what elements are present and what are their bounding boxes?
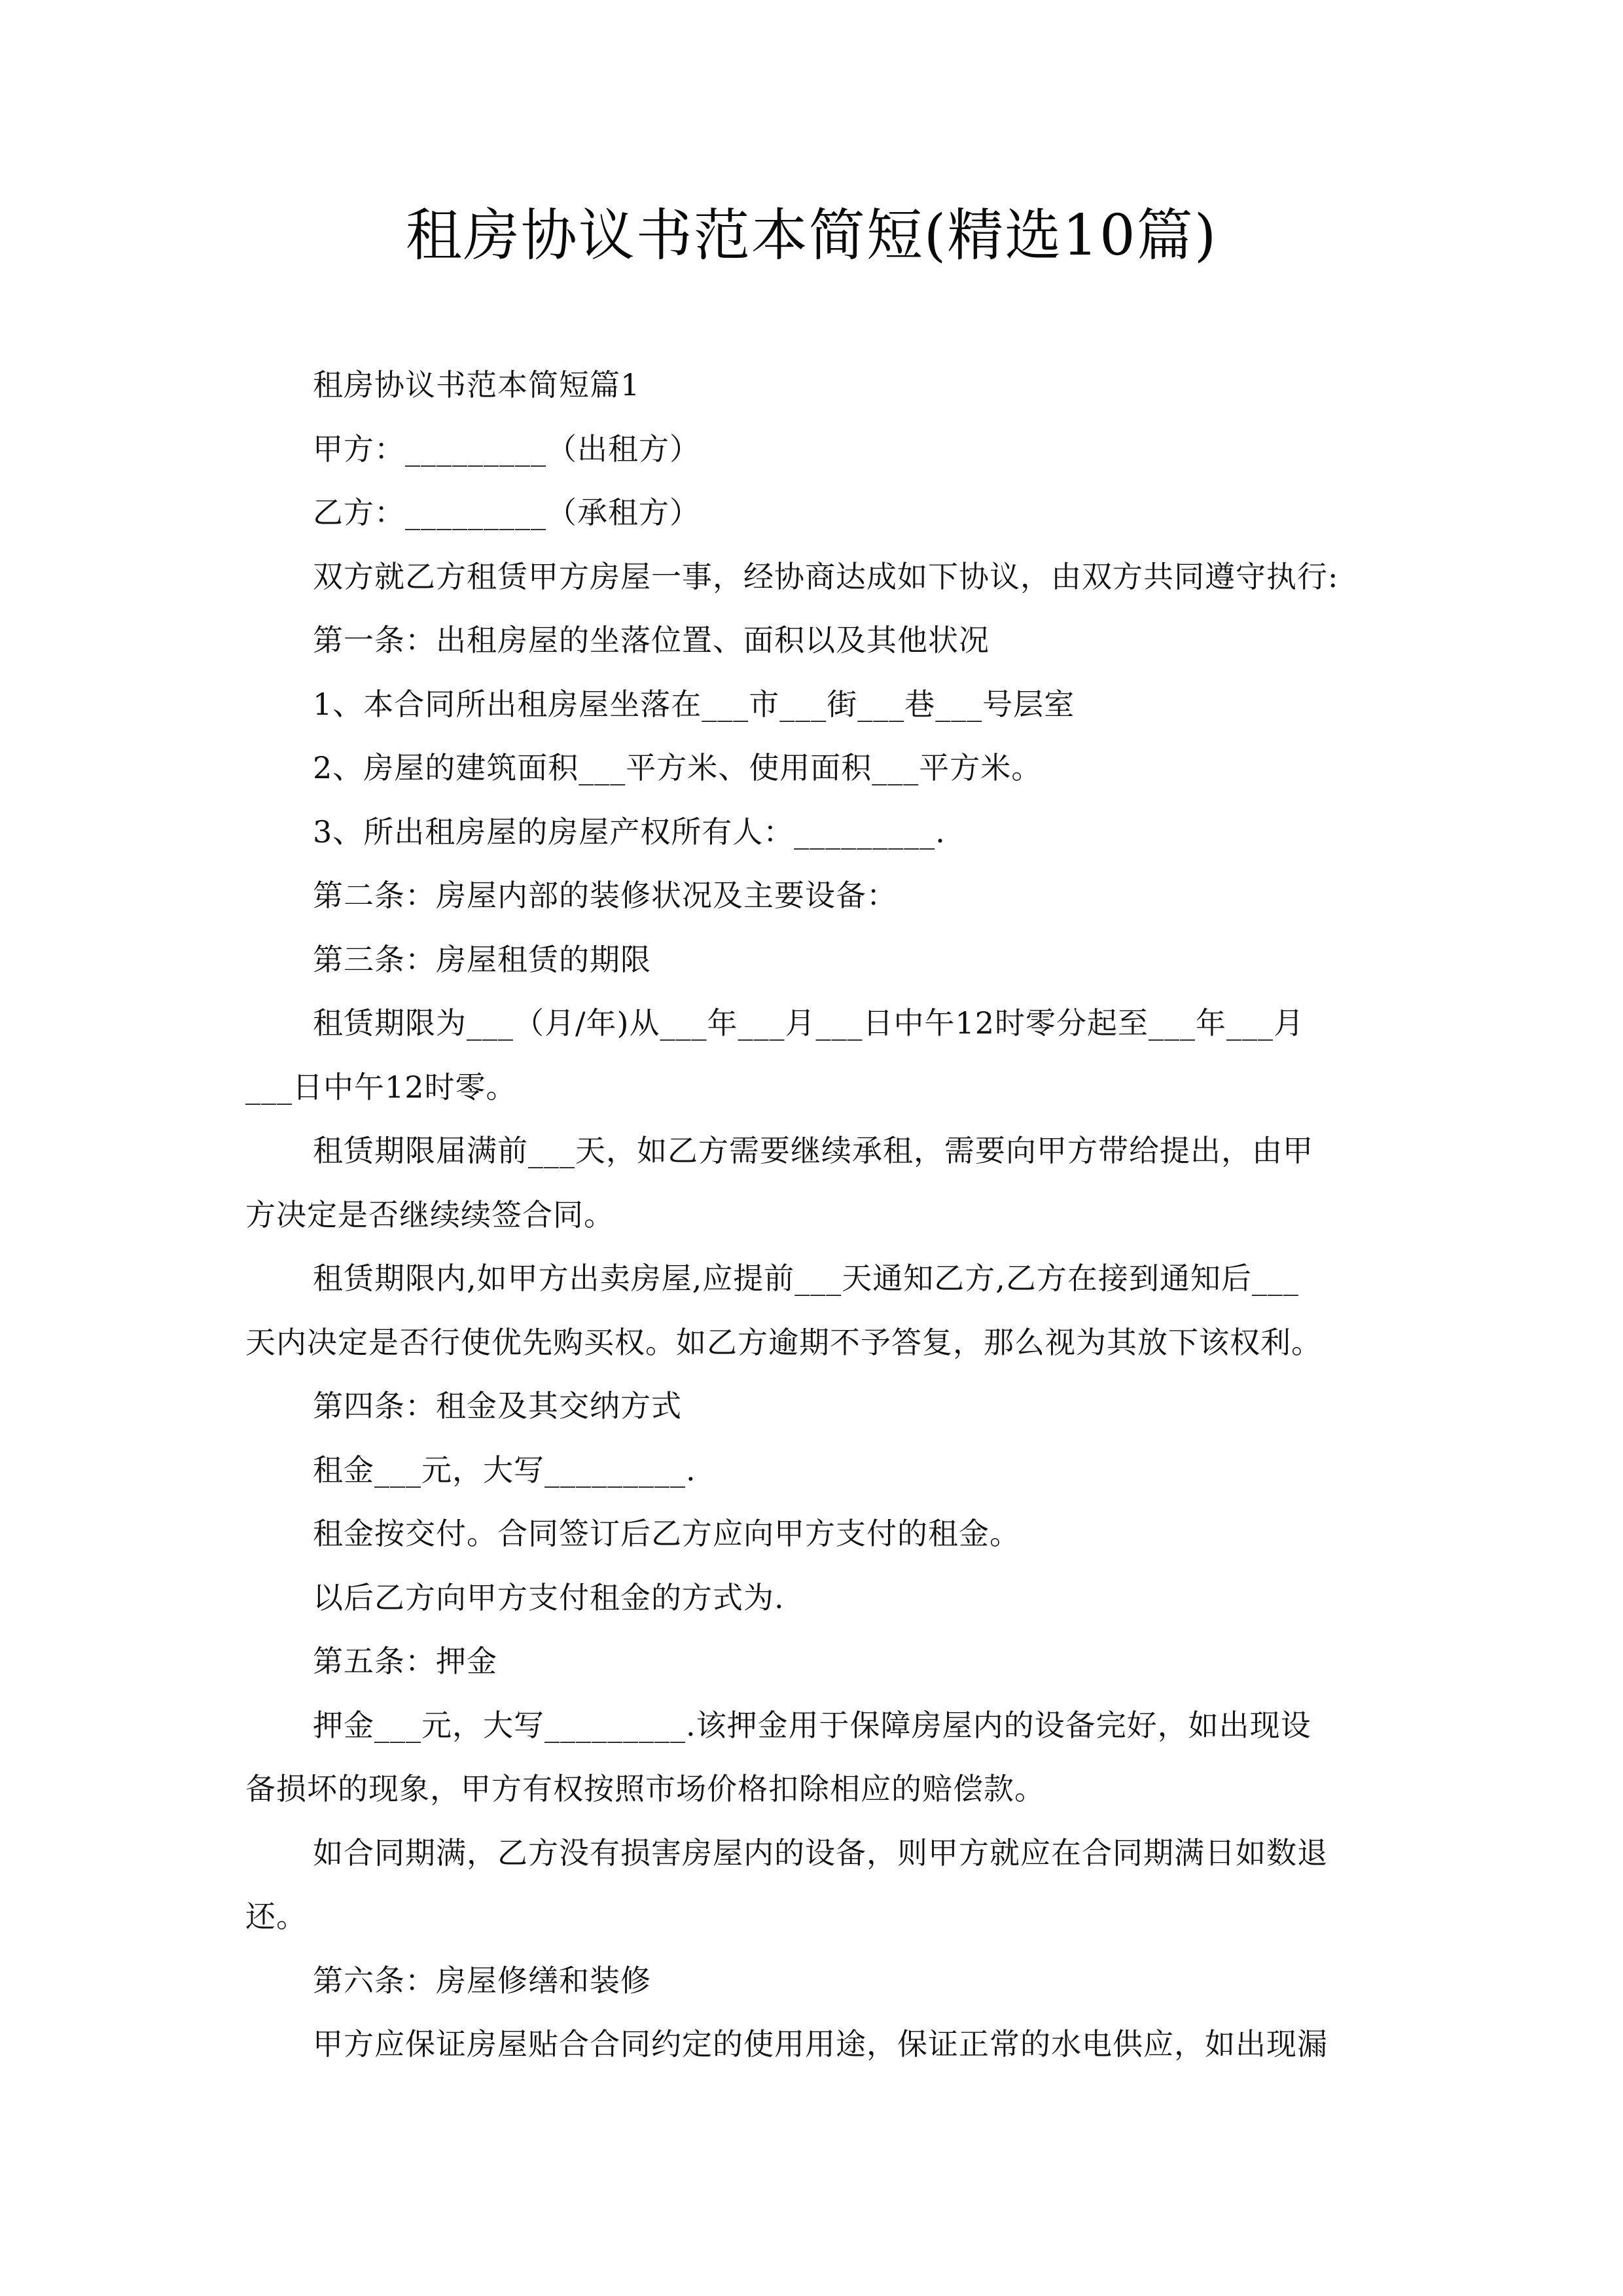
party-a-line: 甲方：_________（出租方） xyxy=(313,431,700,467)
renewal-paragraph: 租赁期限届满前___天，如乙方需要继续承租，需要向甲方带给提出，由甲 xyxy=(313,1133,1313,1168)
party-b-line: 乙方：_________（承租方） xyxy=(313,495,700,530)
deposit-refund-paragraph: 如合同期满，乙方没有损害房屋内的设备，则甲方就应在合同期满日如数退 xyxy=(313,1835,1328,1871)
article-1-item-1: 1、本合同所出租房屋坐落在___市___街___巷___号层室 xyxy=(313,686,1075,722)
rent-method-line: 以后乙方向甲方支付租金的方式为. xyxy=(313,1579,785,1615)
article-2-heading: 第二条：房屋内部的装修状况及主要设备： xyxy=(313,878,897,913)
maintenance-paragraph: 甲方应保证房屋贴合合同约定的使用用途，保证正常的水电供应，如出现漏 xyxy=(313,2026,1328,2062)
article-5-heading: 第五条：押金 xyxy=(313,1643,497,1679)
section-heading: 租房协议书范本简短篇1 xyxy=(313,367,641,403)
document-title: 租房协议书范本简短(精选10篇) xyxy=(405,203,1218,268)
article-4-heading: 第四条：租金及其交纳方式 xyxy=(313,1388,682,1424)
article-1-item-2: 2、房屋的建筑面积___平方米、使用面积___平方米。 xyxy=(313,750,1043,785)
sale-notice-paragraph-cont: 天内决定是否行使优先购买权。如乙方逾期不予答复，那么视为其放下该权利。 xyxy=(245,1324,1322,1360)
rent-amount-line: 租金___元，大写_________. xyxy=(313,1452,696,1488)
agreement-intro: 双方就乙方租赁甲方房屋一事，经协商达成如下协议，由双方共同遵守执行: xyxy=(313,558,1339,594)
article-1-heading: 第一条：出租房屋的坐落位置、面积以及其他状况 xyxy=(313,622,990,658)
lease-term-paragraph: 租赁期限为___（月/年)从___年___月___日中午12时零分起至___年___月 xyxy=(313,1005,1304,1041)
lease-term-paragraph-cont: ___日中午12时零。 xyxy=(245,1069,517,1105)
article-3-heading: 第三条：房屋租赁的期限 xyxy=(313,941,651,977)
sale-notice-paragraph: 租赁期限内,如甲方出卖房屋,应提前___天通知乙方,乙方在接到通知后___ xyxy=(313,1261,1299,1296)
deposit-refund-paragraph-cont: 还。 xyxy=(245,1899,307,1934)
renewal-paragraph-cont: 方决定是否继续续签合同。 xyxy=(245,1196,615,1232)
article-6-heading: 第六条：房屋修缮和装修 xyxy=(313,1962,651,1998)
rent-payment-line: 租金按交付。合同签订后乙方应向甲方支付的租金。 xyxy=(313,1516,1020,1551)
document-body xyxy=(245,353,1384,2077)
deposit-paragraph-cont: 备损坏的现象，甲方有权按照市场价格扣除相应的赔偿款。 xyxy=(245,1771,1045,1806)
article-1-item-3: 3、所出租房屋的房屋产权所有人：_________. xyxy=(313,814,946,850)
deposit-paragraph: 押金___元，大写_________.该押金用于保障房屋内的设备完好，如出现设 xyxy=(313,1707,1311,1743)
